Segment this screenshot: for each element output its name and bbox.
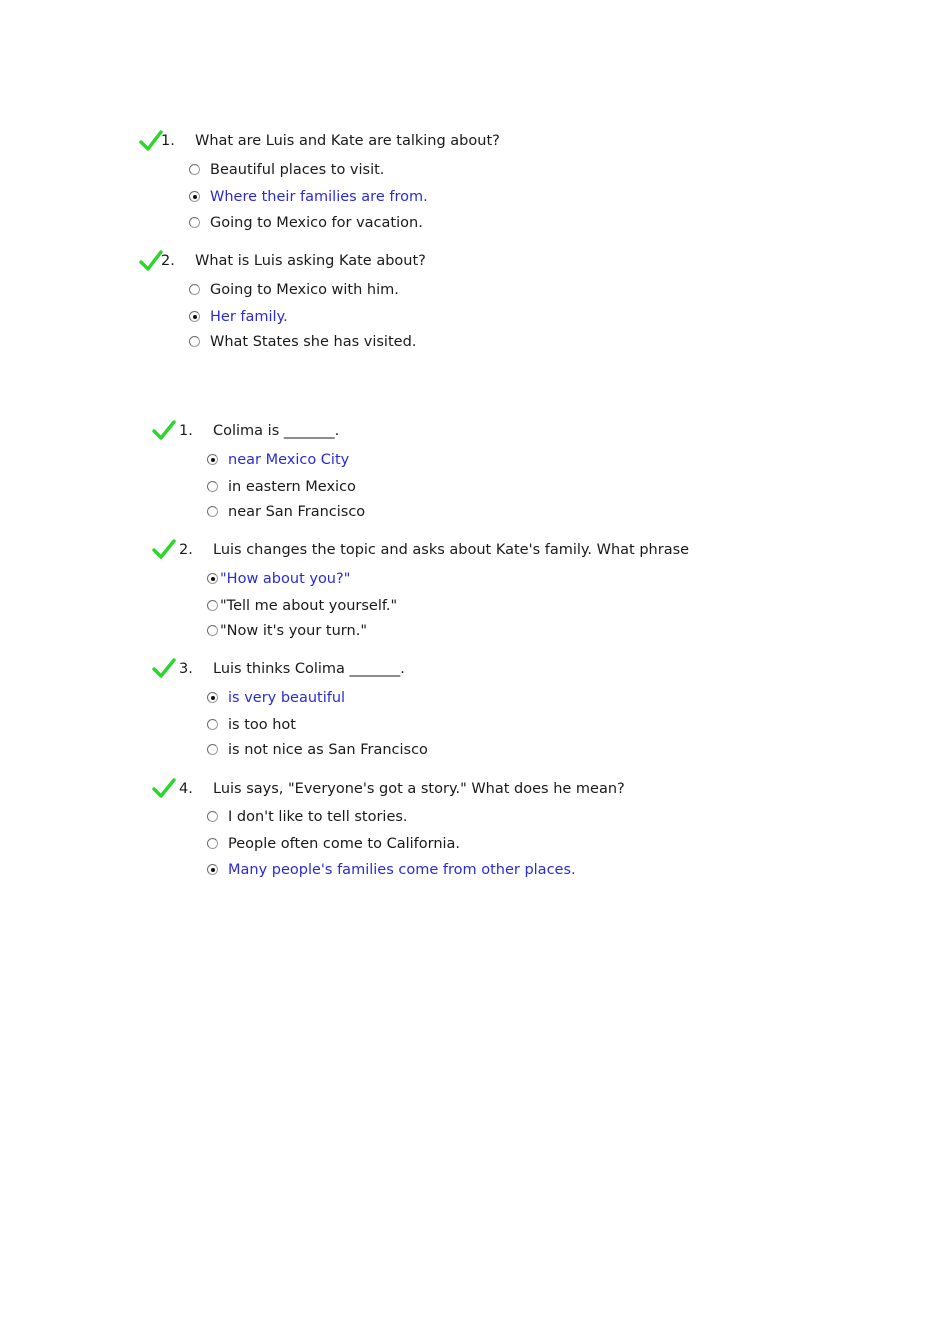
option-label: "How about you?" <box>220 571 351 587</box>
option-label: I don't like to tell stories. <box>228 809 408 825</box>
option-label: near San Francisco <box>228 504 366 520</box>
radio-button[interactable] <box>207 600 218 611</box>
correct-check-icon <box>139 249 163 273</box>
radio-button[interactable] <box>207 625 218 636</box>
option-label: in eastern Mexico <box>228 479 356 495</box>
correct-check-icon <box>152 777 176 801</box>
question-text: What are Luis and Kate are talking about? <box>195 133 500 149</box>
question-text: Colima is _______. <box>213 423 340 439</box>
option-label: Going to Mexico for vacation. <box>210 215 423 231</box>
option-label: Her family. <box>210 309 288 325</box>
radio-button-checked[interactable] <box>207 454 218 465</box>
question-text: Luis says, "Everyone's got a story." What does he mean? <box>213 781 625 797</box>
question-text-clip <box>213 541 710 561</box>
correct-check-icon <box>152 657 176 681</box>
question-number: 2. <box>179 542 193 558</box>
radio-button[interactable] <box>207 481 218 492</box>
question-number: 4. <box>179 781 193 797</box>
option-label: is too hot <box>228 717 296 733</box>
radio-button-checked[interactable] <box>207 692 218 703</box>
question-text: Luis thinks Colima _______. <box>213 661 405 677</box>
radio-button[interactable] <box>189 217 200 228</box>
option-label: People often come to California. <box>228 836 461 852</box>
radio-button[interactable] <box>207 719 218 730</box>
option-label: near Mexico City <box>228 452 350 468</box>
radio-button-checked[interactable] <box>189 191 200 202</box>
radio-button-checked[interactable] <box>189 311 200 322</box>
option-label: Many people's families come from other places. <box>228 862 576 878</box>
radio-button-checked[interactable] <box>207 573 218 584</box>
correct-check-icon <box>139 129 163 153</box>
option-label: is not nice as San Francisco <box>228 742 428 758</box>
question-text: What is Luis asking Kate about? <box>195 253 426 269</box>
radio-button[interactable] <box>207 811 218 822</box>
radio-button[interactable] <box>207 744 218 755</box>
question-text: Luis changes the topic and asks about Kate's family. What phrase <box>213 542 690 558</box>
option-label: "Now it's your turn." <box>220 623 367 639</box>
question-number: 1. <box>161 133 175 149</box>
option-label: What States she has visited. <box>210 334 417 350</box>
correct-check-icon <box>152 419 176 443</box>
option-label: Going to Mexico with him. <box>210 282 399 298</box>
option-label: Beautiful places to visit. <box>210 162 385 178</box>
option-label: Where their families are from. <box>210 189 428 205</box>
option-label: is very beautiful <box>228 690 346 706</box>
radio-button[interactable] <box>207 838 218 849</box>
question-number: 3. <box>179 661 193 677</box>
option-label: "Tell me about yourself." <box>220 598 398 614</box>
radio-button[interactable] <box>189 336 200 347</box>
radio-button-checked[interactable] <box>207 864 218 875</box>
question-number: 1. <box>179 423 193 439</box>
radio-button[interactable] <box>189 284 200 295</box>
correct-check-icon <box>152 538 176 562</box>
radio-button[interactable] <box>207 506 218 517</box>
question-number: 2. <box>161 253 175 269</box>
radio-button[interactable] <box>189 164 200 175</box>
